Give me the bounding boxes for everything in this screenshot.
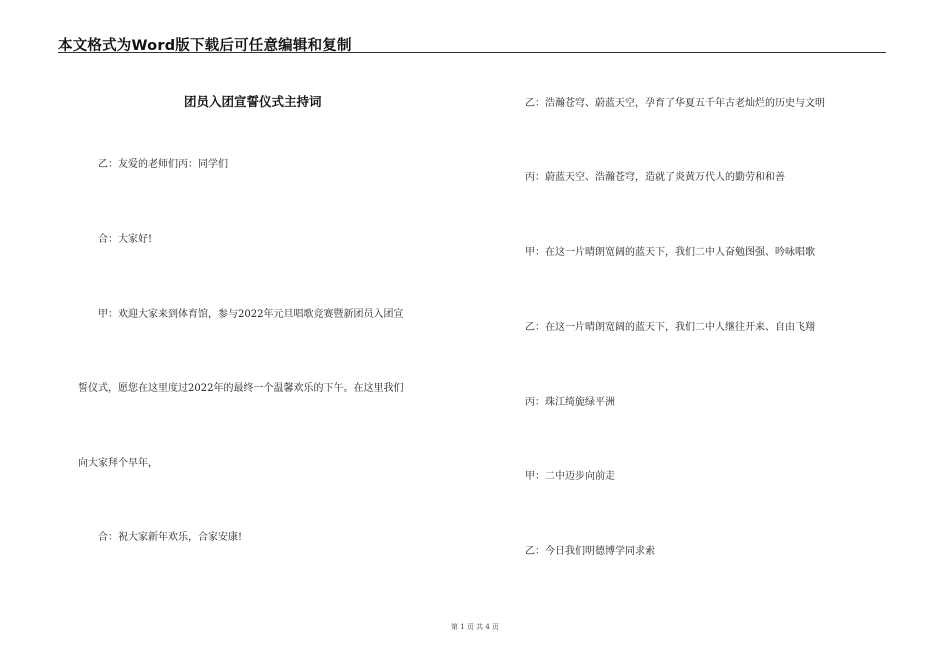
right-paragraph-4: 乙：在这一片晴朗宽阔的蓝天下，我们二中人继往开来、自由飞翔 (525, 322, 815, 333)
right-paragraph-3: 甲：在这一片晴朗宽阔的蓝天下，我们二中人奋勉图强、吟咏唱歌 (525, 247, 815, 258)
right-paragraph-2: 丙：蔚蓝天空、浩瀚苍穹，造就了炎黄万代人的勤劳和和善 (525, 172, 785, 183)
left-paragraph-4: 合：祝大家新年欢乐，合家安康! (98, 532, 243, 543)
right-paragraph-5: 丙：珠江绮旎绿平洲 (525, 397, 615, 408)
page-number: 第 1 页 共 4 页 (450, 623, 500, 631)
left-paragraph-2: 合：大家好! (98, 234, 153, 245)
right-paragraph-1: 乙：浩瀚苍穹、蔚蓝天空，孕育了华夏五千年古老灿烂的历史与文明 (525, 98, 825, 109)
header-divider (58, 52, 886, 53)
left-paragraph-3-cont-2: 向大家拜个早年， (78, 458, 158, 469)
right-paragraph-6: 甲：二中迈步向前走 (525, 471, 615, 482)
left-paragraph-3: 甲：欢迎大家来到体育馆，参与2022年元旦唱歌竞赛暨新团员入团宣 (98, 309, 404, 320)
left-paragraph-3-cont-1: 誓仪式，愿您在这里度过2022年的最终一个温馨欢乐的下午。在这里我们 (78, 383, 404, 394)
left-paragraph-1: 乙：友爱的老师们丙：同学们 (98, 159, 228, 170)
document-title: 团员入团宣誓仪式主持词 (184, 94, 322, 109)
right-paragraph-7: 乙：今日我们明德博学同求索 (525, 546, 655, 557)
document-banner: 本文格式为Word版下载后可任意编辑和复制 (58, 38, 352, 54)
